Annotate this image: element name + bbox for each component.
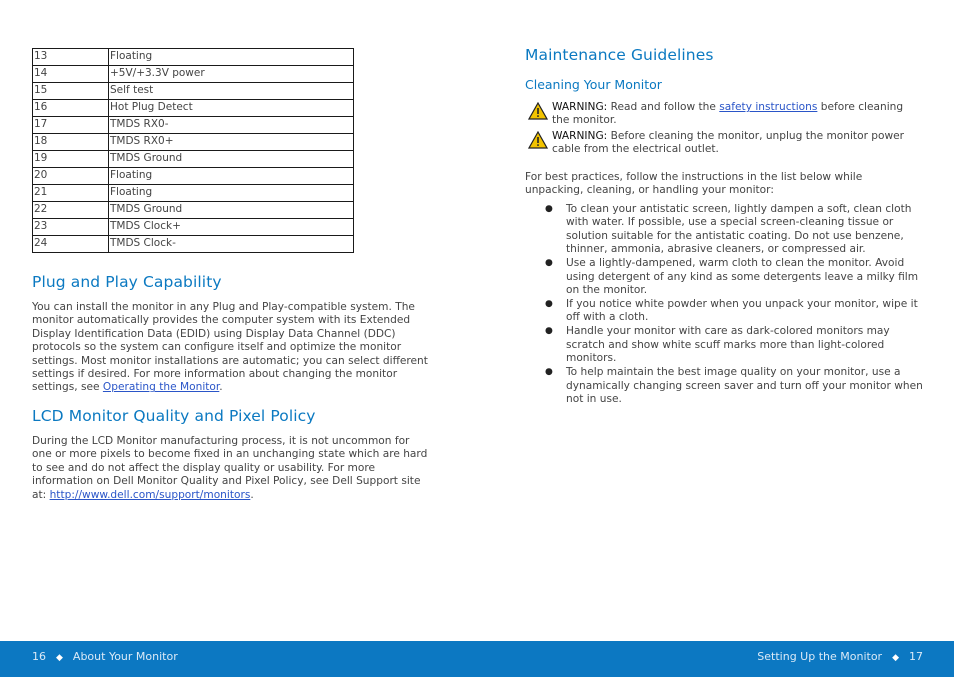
signal-cell: +5V/+3.3V power: [109, 66, 354, 83]
operating-monitor-link[interactable]: Operating the Monitor: [102, 381, 220, 394]
cleaning-subheading: Cleaning Your Monitor: [525, 77, 662, 92]
signal-cell: Self test: [109, 83, 354, 100]
table-row: [33, 219, 354, 236]
page-number-left: 16: [32, 650, 46, 663]
signal-cell: TMDS Clock-: [109, 236, 354, 253]
list-item: ● Handle your monitor with care as dark-colored monitors may scratch and show white scuff marks more than light-colored monitors.: [545, 325, 890, 365]
cleaning-tips-list: [525, 203, 925, 407]
pin-number-cell: 24: [33, 236, 109, 253]
pin-number-cell: 17: [33, 117, 109, 134]
table-row: [33, 202, 354, 219]
warning-safety: [525, 101, 925, 129]
warning-safety-text: WARNING: Read and follow the safety instructions before cleaning the monitor.: [552, 101, 904, 127]
warning-unplug: [525, 130, 925, 158]
table-row: [33, 100, 354, 117]
footer-right-title: Setting Up the Monitor: [757, 650, 883, 663]
pixel-policy-body: During the LCD Monitor manufacturing process, it is not uncommon for one or more pixels to become fixed in an unchanging state which are hard to see and do not affect the display quality or usability. For more information on Dell Monitor Quality and Pixel Policy, see Dell Support site at: http://www.dell.com/support/monitors.: [32, 435, 428, 501]
signal-cell: TMDS Ground: [109, 202, 354, 219]
pin-number-cell: 19: [33, 151, 109, 168]
pin-number-cell: 18: [33, 134, 109, 151]
bullet-icon: ●: [545, 258, 553, 269]
pin-number-cell: 16: [33, 100, 109, 117]
list-item: ● To clean your antistatic screen, lightly dampen a soft, clean cloth with water. If possible, use a special screen-cleaning tissue or solution suitable for the antistatic coating. Do not use benzene, thinner, ammonia, abrasive cleaners, or compressed air.: [545, 203, 912, 256]
pin-number-cell: 20: [33, 168, 109, 185]
page-number-right: 17: [909, 650, 923, 663]
diamond-icon: ◆: [892, 653, 899, 663]
pin-number-cell: 21: [33, 185, 109, 202]
page-footer: [0, 641, 954, 677]
signal-cell: Floating: [109, 49, 354, 66]
signal-cell: TMDS Clock+: [109, 219, 354, 236]
warning-icon: [528, 102, 548, 120]
warning-icon: [528, 131, 548, 149]
pin-assignment-table: [32, 48, 354, 253]
pin-number-cell: 15: [33, 83, 109, 100]
diamond-icon: ◆: [56, 653, 63, 663]
cleaning-intro: For best practices, follow the instructions in the list below while unpacking, cleaning, or handling your monitor:: [525, 171, 863, 197]
table-row: [33, 151, 354, 168]
bullet-icon: ●: [545, 367, 553, 378]
signal-cell: TMDS RX0+: [109, 134, 354, 151]
table-row: [33, 236, 354, 253]
table-row: [33, 83, 354, 100]
list-item: ● If you notice white powder when you unpack your monitor, wipe it off with a cloth.: [545, 298, 918, 324]
list-item: ● To help maintain the best image quality on your monitor, use a dynamically changing screen saver and turn off your monitor when not in use.: [545, 366, 923, 406]
pixel-policy-heading: LCD Monitor Quality and Pixel Policy: [32, 407, 316, 425]
signal-cell: Floating: [109, 168, 354, 185]
pin-number-cell: 23: [33, 219, 109, 236]
pin-number-cell: 13: [33, 49, 109, 66]
pin-number-cell: 14: [33, 66, 109, 83]
signal-cell: Floating: [109, 185, 354, 202]
list-item: ● Use a lightly-dampened, warm cloth to clean the monitor. Avoid using detergent of any kind as some detergents leave a milky film on the monitor.: [545, 257, 919, 297]
maintenance-heading: Maintenance Guidelines: [525, 46, 714, 64]
warning-unplug-text: WARNING: Before cleaning the monitor, unplug the monitor power cable from the electrical outlet.: [552, 130, 905, 156]
table-row: [33, 117, 354, 134]
table-row: [33, 66, 354, 83]
signal-cell: Hot Plug Detect: [109, 100, 354, 117]
safety-instructions-link[interactable]: safety instructions: [719, 101, 818, 113]
signal-cell: TMDS RX0-: [109, 117, 354, 134]
table-row: [33, 49, 354, 66]
plug-and-play-heading: Plug and Play Capability: [32, 273, 222, 291]
pin-number-cell: 22: [33, 202, 109, 219]
bullet-icon: ●: [545, 326, 553, 337]
plug-and-play-body: You can install the monitor in any Plug and Play-compatible system. The monitor automatically provides the computer system with its Extended Display Identification Data (EDID) using Display Data Channel (DDC) protocols so the system can configure itself and optimize the monitor settings. Most monitor installations are automatic; you can select different settings if desired. For more information about changing the monitor settings, see Operating the Monitor.: [32, 301, 428, 394]
table-row: [33, 168, 354, 185]
table-row: [33, 185, 354, 202]
signal-cell: TMDS Ground: [109, 151, 354, 168]
footer-left-title: About Your Monitor: [72, 650, 178, 663]
dell-support-link[interactable]: http://www.dell.com/support/monitors: [49, 488, 251, 501]
bullet-icon: ●: [545, 299, 553, 310]
bullet-icon: ●: [545, 204, 553, 214]
footer-right: [757, 650, 923, 663]
table-row: [33, 134, 354, 151]
footer-left: [32, 650, 178, 663]
